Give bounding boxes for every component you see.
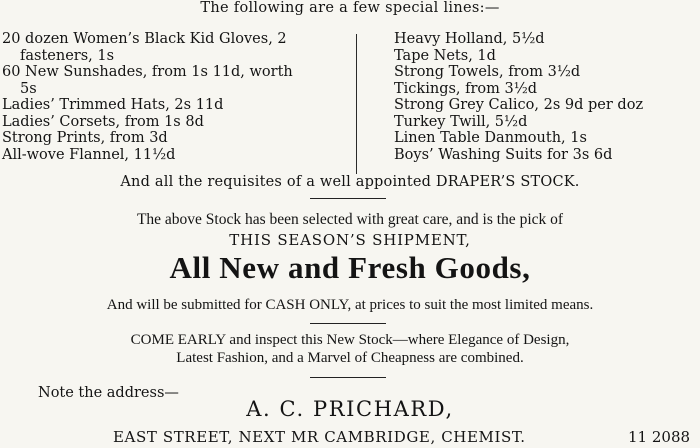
list-item: 20 dozen Women’s Black Kid Gloves, 2	[2, 31, 287, 47]
come-early-line-1: COME EARLY and inspect this New Stock—where Elegance of Design,	[130, 332, 570, 348]
list-item: Heavy Holland, 5½d	[394, 31, 545, 47]
come-early-paragraph	[0, 331, 700, 367]
list-item: 60 New Sunshades, from 1s 11d, worth	[2, 64, 293, 80]
shipment-line: THIS SEASON’S SHIPMENT,	[229, 231, 471, 249]
special-lines-heading: The following are a few special lines:—	[200, 0, 500, 16]
section-rule	[310, 198, 386, 199]
address-note: Note the address—	[38, 385, 179, 401]
list-item: Strong Grey Calico, 2s 9d per doz	[394, 97, 644, 113]
left-item-list	[2, 31, 352, 163]
section-rule	[310, 377, 386, 378]
list-item: Strong Prints, from 3d	[2, 130, 168, 146]
terms-line: And will be submitted for CASH ONLY, at prices to suit the most limited means.	[106, 297, 594, 313]
list-item: All-wove Flannel, 11½d	[2, 146, 176, 163]
merchant-name: A. C. PRICHARD,	[246, 397, 454, 421]
list-item: Ladies’ Corsets, from 1s 8d	[2, 113, 204, 130]
column-divider	[356, 34, 357, 174]
list-item: Boys’ Washing Suits for 3s 6d	[394, 146, 613, 163]
reference-number: 11 2088	[628, 428, 691, 446]
list-item-continuation: fasteners, 1s	[20, 47, 115, 64]
list-item: Tape Nets, 1d	[394, 47, 496, 64]
list-item-continuation: 5s	[20, 80, 37, 97]
headline: All New and Fresh Goods,	[169, 250, 531, 285]
list-item: Ladies’ Trimmed Hats, 2s 11d	[2, 97, 224, 113]
come-early-line-2: Latest Fashion, and a Marvel of Cheapness are combined.	[176, 350, 524, 366]
list-item: Strong Towels, from 3½d	[394, 64, 581, 80]
section-rule	[310, 323, 386, 324]
list-item: Linen Table Danmouth, 1s	[394, 130, 587, 146]
list-item: Tickings, from 3½d	[394, 80, 538, 97]
requisites-line: And all the requisites of a well appointed DRAPER’S STOCK.	[120, 174, 580, 190]
list-item: Turkey Twill, 5½d	[394, 113, 528, 130]
street-address: EAST STREET, NEXT MR CAMBRIDGE, CHEMIST.	[113, 428, 526, 446]
stock-description: The above Stock has been selected with great care, and is the pick of	[136, 211, 564, 228]
right-item-list	[394, 31, 696, 163]
